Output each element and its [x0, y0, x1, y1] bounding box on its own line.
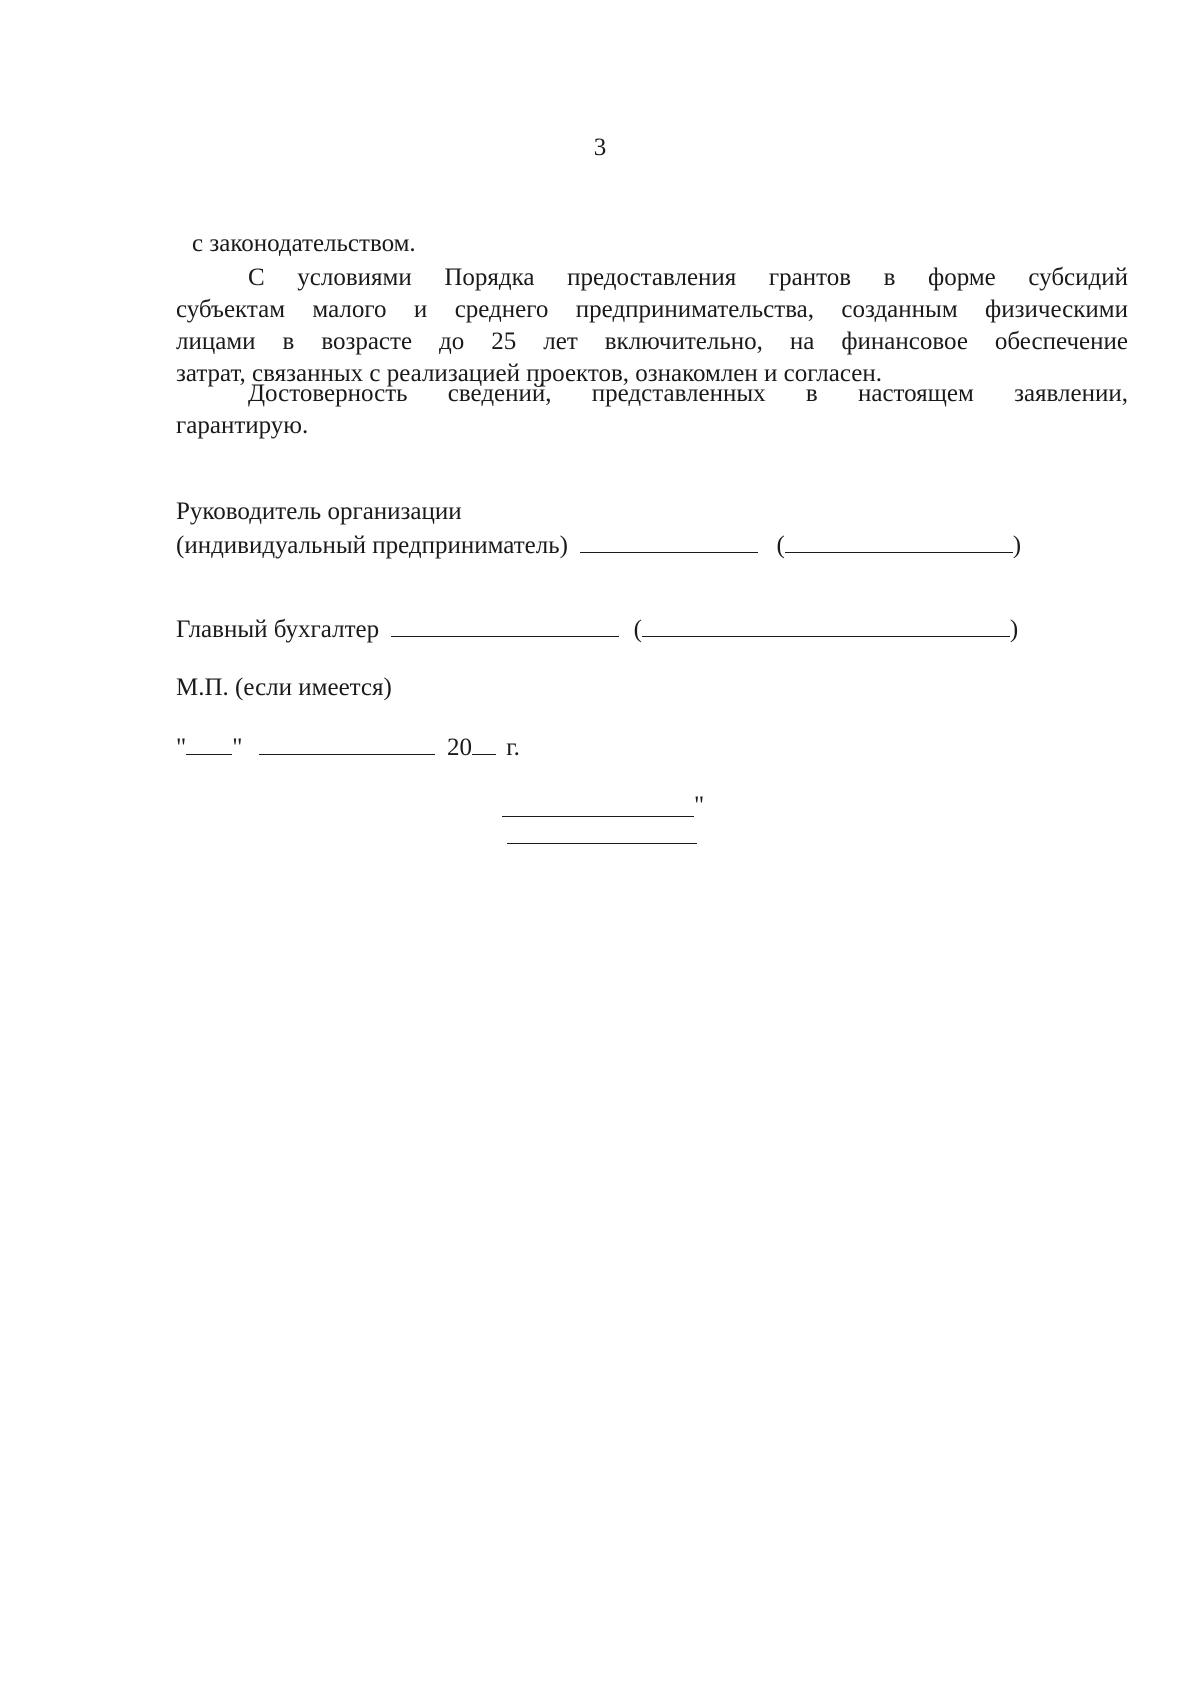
date-year-field[interactable]: [472, 730, 496, 755]
head-label: Руководитель организации: [176, 498, 462, 525]
footer-quote: ": [694, 792, 705, 819]
date-year-prefix: 20: [446, 734, 472, 761]
date-row: [176, 730, 520, 764]
accountant-signature-row: [176, 612, 1018, 646]
page-number: 3: [593, 134, 607, 161]
date-year-suffix: г.: [506, 734, 520, 761]
body-text: [192, 228, 1128, 260]
text-line: Достоверность сведений, представленных в настоящем заявлении,: [248, 380, 1128, 407]
text-line: С условиями Порядка предоставления грантов в форме субсидий: [248, 264, 1128, 291]
text-line: лицами в возрасте до 25 лет включительно, на финансовое обеспечение: [176, 328, 1128, 355]
text-line: затрат, связанных с реализацией проектов, ознакомлен и согласен.: [176, 360, 882, 387]
paragraph-terms: [176, 262, 1128, 390]
head-name-field[interactable]: [785, 528, 1013, 553]
footer-divider: [507, 843, 697, 844]
paragraph-reliability: [176, 378, 1128, 442]
paren-close: ): [1009, 616, 1019, 643]
footer-divider: [502, 816, 694, 817]
head-signature-field[interactable]: [580, 528, 758, 553]
date-day-field[interactable]: [186, 730, 232, 755]
text-line: субъектам малого и среднего предпринимательства, созданным физическими: [176, 296, 1128, 323]
paren-close: ): [1012, 532, 1022, 559]
text-line: с законодательством.: [192, 230, 416, 257]
date-quote-open: ": [176, 734, 187, 761]
paren-open: (: [776, 532, 785, 559]
date-quote-close: ": [232, 734, 243, 761]
paren-open: (: [633, 616, 642, 643]
accountant-name-field[interactable]: [642, 612, 1010, 637]
date-month-field[interactable]: [259, 730, 435, 755]
accountant-signature-field[interactable]: [391, 612, 619, 637]
head-label-ip: (индивидуальный предприниматель): [176, 532, 568, 559]
text-line: гарантирую.: [176, 412, 309, 439]
accountant-label: Главный бухгалтер: [176, 616, 380, 643]
stamp-label: М.П. (если имеется): [176, 674, 392, 701]
head-signature-row: [176, 528, 1021, 562]
